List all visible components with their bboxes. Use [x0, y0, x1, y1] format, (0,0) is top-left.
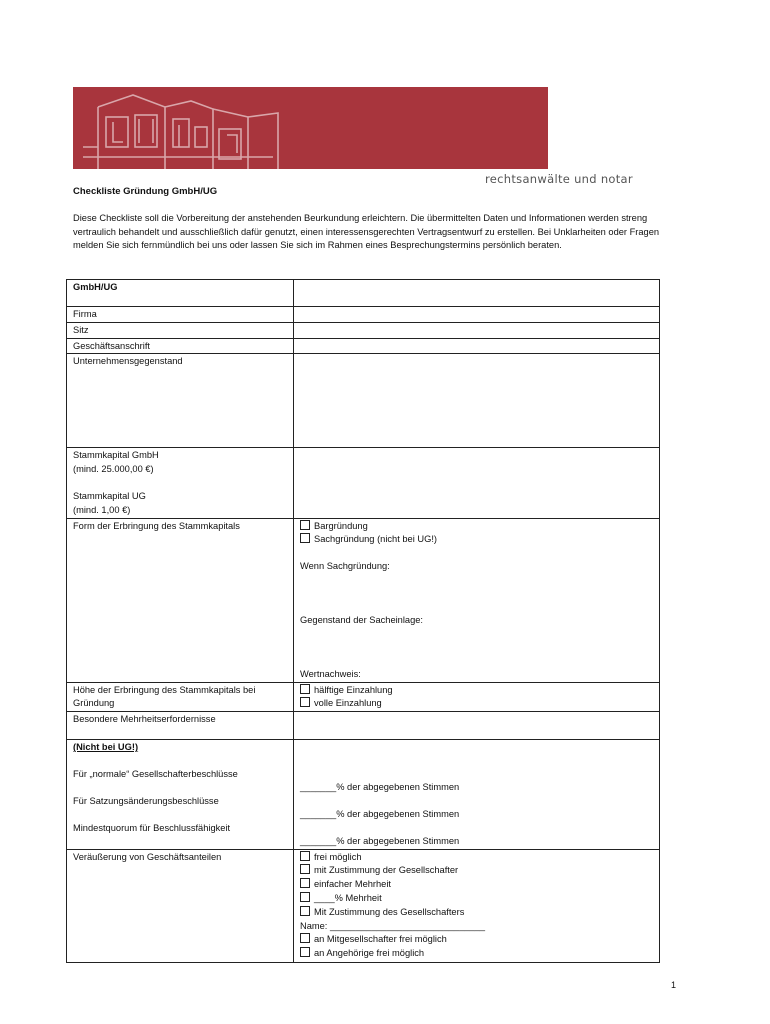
- frei-label: frei möglich: [314, 851, 362, 862]
- stammkapital-gmbh: Stammkapital GmbH: [73, 450, 159, 461]
- stammkapital-field[interactable]: [294, 448, 660, 518]
- label-stammkapital: [67, 448, 294, 518]
- firma-field[interactable]: [294, 307, 660, 323]
- stammkapital-ug: Stammkapital UG: [73, 490, 146, 501]
- normale-beschluesse-label: Für „normale“ Gesellschafterbeschlüsse: [73, 768, 238, 779]
- label-sitz: Sitz: [67, 322, 294, 338]
- page-number: 1: [671, 980, 677, 990]
- veraeusserung-cell: [294, 849, 660, 962]
- prozent-label: ____% Mehrheit: [314, 892, 382, 903]
- label-gegenstand: Unternehmensgegenstand: [67, 354, 294, 448]
- label-mehrheit: Besondere Mehrheitserfordernisse: [67, 712, 294, 740]
- wertnachweis-label: Wertnachweis:: [300, 668, 361, 679]
- angehoerige-label: an Angehörige frei möglich: [314, 948, 425, 959]
- haelftig-checkbox[interactable]: [300, 684, 310, 694]
- prozent-checkbox[interactable]: [300, 892, 310, 902]
- sachgruendung-checkbox[interactable]: [300, 533, 310, 543]
- mehrheit-field[interactable]: [294, 712, 660, 740]
- brand-tagline: rechtsanwälte und notar: [485, 172, 633, 186]
- stammkapital-ug-min: (mind. 1,00 €): [73, 504, 131, 515]
- stammkapital-gmbh-min: (mind. 25.000,00 €): [73, 464, 154, 475]
- sachgruendung-label: Sachgründung (nicht bei UG!): [314, 534, 437, 545]
- intro-paragraph: Diese Checkliste soll die Vorbereitung der anstehenden Beurkundung erleichtern. Die übermittelten Daten und Informationen werden streng vertraulich behandelt und ausschließlich dafür genutzt, einen interessensgerechten Vertragsentwurf zu erstellen. Bei Unklarheiten oder Fragen melden Sie sich fernmündlich bei uns oder lassen Sie sich im Rahmen eines Besprechungstermins persönlich beraten.: [73, 213, 660, 251]
- stimmen-normale[interactable]: _______% der abgegebenen Stimmen: [300, 782, 460, 793]
- building-logo-icon: [73, 87, 548, 169]
- stimmen-quorum[interactable]: _______% der abgegebenen Stimmen: [300, 835, 460, 846]
- mehrheit-details-cell: [67, 740, 294, 849]
- anschrift-field[interactable]: [294, 338, 660, 354]
- bargruendung-label: Bargründung: [314, 520, 368, 531]
- satzungsaenderung-label: Für Satzungsänderungsbeschlüsse: [73, 795, 219, 806]
- mitgesellschafter-checkbox[interactable]: [300, 933, 310, 943]
- hoehe-cell: [294, 682, 660, 712]
- stimmen-satzung[interactable]: _______% der abgegebenen Stimmen: [300, 808, 460, 819]
- label-hoehe: Höhe der Erbringung des Stammkapitals bei Gründung: [67, 682, 294, 712]
- table-heading: GmbH/UG: [67, 280, 294, 307]
- form-erbringung-cell: [294, 518, 660, 682]
- logo-banner: [73, 87, 548, 169]
- nicht-bei-ug-note: (Nicht bei UG!): [73, 742, 139, 753]
- einfach-label: einfacher Mehrheit: [314, 879, 391, 890]
- gegenstand-field[interactable]: [294, 354, 660, 448]
- voll-label: volle Einzahlung: [314, 698, 382, 709]
- stimmen-cell: [294, 740, 660, 849]
- document-title: Checkliste Gründung GmbH/UG: [73, 186, 218, 197]
- label-veraeusserung: Veräußerung von Geschäftsanteilen: [67, 849, 294, 962]
- label-form-erbringung: Form der Erbringung des Stammkapitals: [67, 518, 294, 682]
- label-firma: Firma: [67, 307, 294, 323]
- mit-zustimmung-checkbox[interactable]: [300, 906, 310, 916]
- haelftig-label: hälftige Einzahlung: [314, 684, 393, 695]
- einfach-checkbox[interactable]: [300, 878, 310, 888]
- bargruendung-checkbox[interactable]: [300, 520, 310, 530]
- zustimmung-label: mit Zustimmung der Gesellschafter: [314, 865, 459, 876]
- mitgesellschafter-label: an Mitgesellschafter frei möglich: [314, 934, 447, 945]
- gegenstand-sacheinlage-label: Gegenstand der Sacheinlage:: [300, 614, 424, 625]
- wenn-sachgruendung-label: Wenn Sachgründung:: [300, 561, 390, 572]
- mit-zustimmung-label: Mit Zustimmung des Gesellschafters: [314, 906, 465, 917]
- sitz-field[interactable]: [294, 322, 660, 338]
- mindestquorum-label: Mindestquorum für Beschlussfähigkeit: [73, 822, 231, 833]
- voll-checkbox[interactable]: [300, 697, 310, 707]
- heading-value-cell[interactable]: [294, 280, 660, 307]
- checklist-table: [66, 279, 660, 963]
- frei-checkbox[interactable]: [300, 851, 310, 861]
- angehoerige-checkbox[interactable]: [300, 947, 310, 957]
- label-anschrift: Geschäftsanschrift: [67, 338, 294, 354]
- name-line[interactable]: Name: ______________________________: [300, 920, 486, 931]
- zustimmung-checkbox[interactable]: [300, 864, 310, 874]
